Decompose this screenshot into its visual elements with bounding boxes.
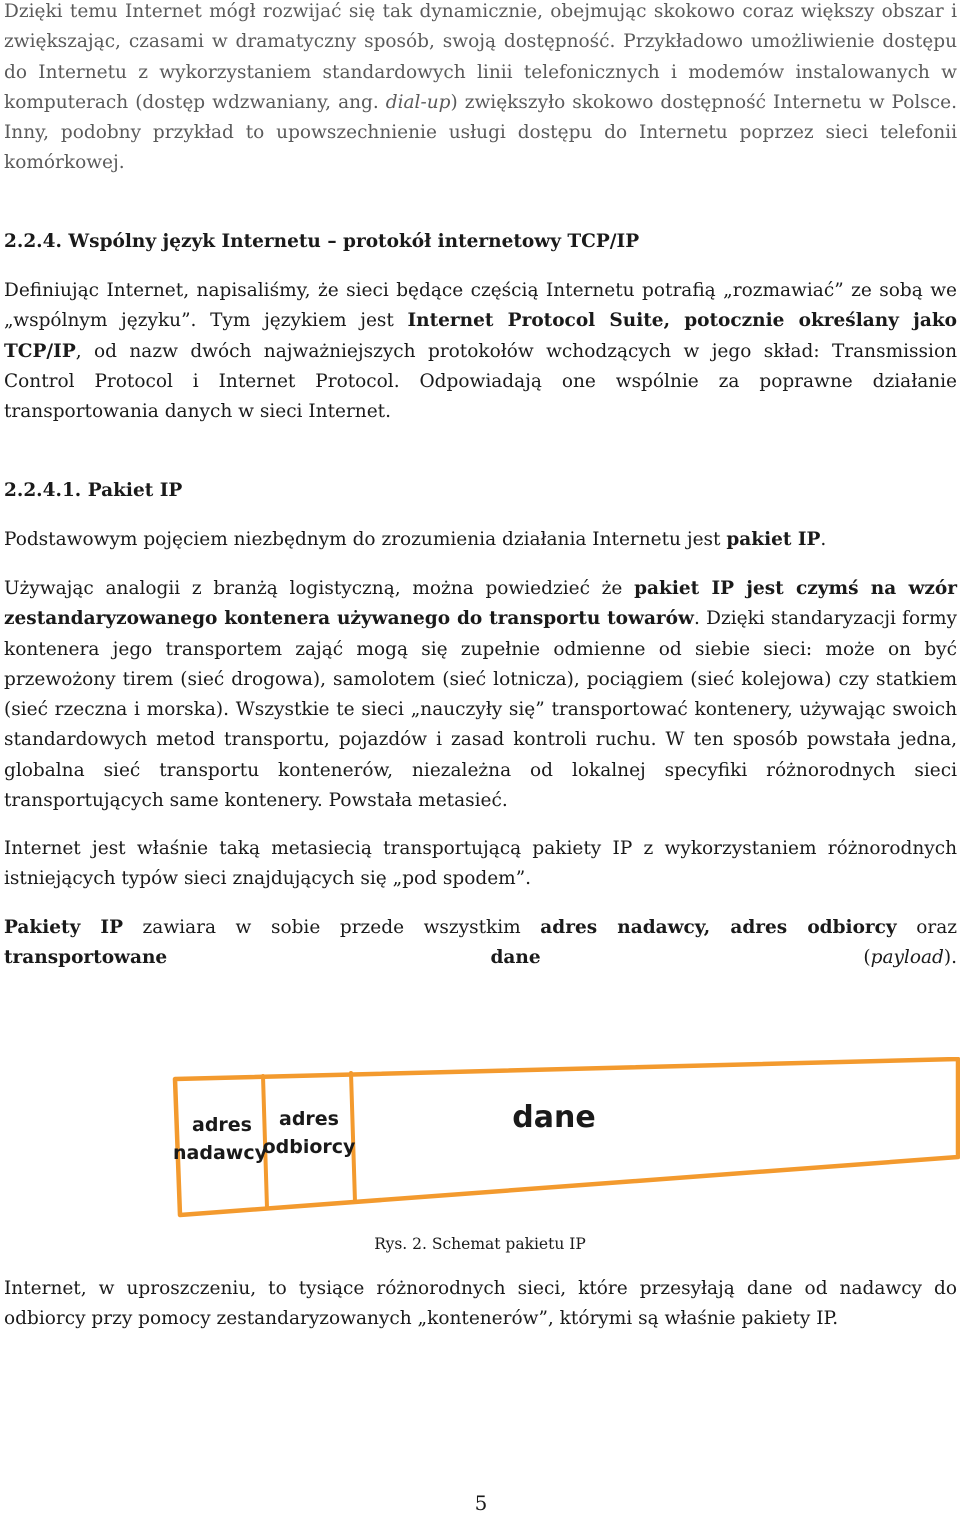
receiver-address-label-line2: odbiorcy (262, 1136, 356, 1158)
packet-contents-text-2: oraz (896, 917, 957, 938)
figure-caption: Rys. 2. Schemat pakietu IP (374, 1235, 586, 1253)
tcpip-text-2: , od nazw dwóch najważniejszych protokołów wchodzących w jego skład: Transmission Control Protocol i Internet Protocol. Odpowiadają one wspólnie za poprawne działanie transportowania danych w sieci Internet. (4, 340, 957, 423)
sender-address-label-line1: adres (192, 1114, 252, 1136)
payload-italic: payload (870, 947, 944, 969)
ip-packet-intro-end: . (820, 529, 827, 550)
ip-packet-term: pakiet IP (726, 529, 821, 550)
data-label: dane (512, 1100, 596, 1135)
addresses-term: adres nadawcy, adres odbiorcy (540, 917, 897, 938)
page-number: 5 (474, 1491, 488, 1515)
metanetwork-paragraph: Internet jest właśnie taką metasiecią transportującą pakiety IP z wykorzystaniem różnorodnych istniejących typów sieci znajdujących się „pod spodem”. (4, 838, 957, 890)
packet-contents-text-1: zawiara w sobie przede wszystkim (123, 917, 541, 938)
intro-sentence-3: Inny, podobny przykład to upowszechnienie usługi dostępu do Internetu poprzez sieci telefonii komórkowej. (4, 122, 957, 174)
container-analogy-paragraph (4, 574, 957, 816)
payload-term: transportowane dane (4, 947, 541, 969)
paren-open: ( (540, 947, 871, 969)
summary-paragraph: Internet, w uproszczeniu, to tysiące różnorodnych sieci, które przesyłają dane od nadawcy do odbiorcy przy pomocy zestandaryzowanych „kontenerów”, którymi są właśnie pakiety IP. (4, 1278, 957, 1330)
tcpip-bold-term: Internet Protocol Suite, potocznie określany jako TCP/IP (4, 310, 957, 362)
section-heading-ip-packet: 2.2.4.1. Pakiet IP (4, 480, 183, 501)
sender-address-label-line2: nadawcy (173, 1142, 267, 1164)
ip-packet-diagram (170, 1057, 960, 1227)
receiver-address-label-line1: adres (279, 1108, 339, 1130)
intro-sentence-2: Przykładowo umożliwienie dostępu do Internetu z wykorzystaniem standardowych linii telefonicznych i modemów instalowanych w komputerach (dostęp wdzwaniany, ang. (4, 31, 958, 113)
intro-sentence-1: Dzięki temu Internet mógł rozwijać się tak dynamicznie, obejmując skokowo coraz większy obszar i zwiększając, czasami w dramatyczny sposób, swoją dostępność. (4, 1, 957, 53)
ip-packet-intro-text: Podstawowym pojęciem niezbędnym do zrozumienia działania Internetu jest (4, 529, 727, 550)
intro-sentence-2-end: ) zwiększyło skokowo dostępność Internetu w Polsce. (450, 91, 957, 113)
tcpip-text-1: Definiując Internet, napisaliśmy, że sieci będące częścią Internetu potrafią „rozmawiać” ze sobą we „wspólnym języku”. Tym językiem jest (4, 280, 957, 332)
packets-term: Pakiety IP (4, 917, 123, 938)
dialup-term: dial-up (385, 91, 451, 113)
tcpip-paragraph (4, 276, 957, 427)
packet-contents-paragraph (4, 913, 957, 974)
analogy-text-1: Używając analogii z branżą logistyczną, można powiedzieć że (4, 578, 635, 599)
analogy-text-2: . Dzięki standaryzacji formy kontenera jego transportem zająć mogą się zupełnie odmienne od siebie sieci: może on być przewożony tirem (sieć drogowa), samolotem (sieć lotnicza), pociągiem (sieć kolejowa) czy statkiem (sieć rzeczna i morska). Wszystkie te sieci „nauczyły się” transportować kontenery, używając swoich standardowych metod transportu, pojazdów i zasad kontroli ruchu. W ten sposób powstała jedna, globalna sieć transportu kontenerów, niezależna od lokalnej specyfiki różnorodnych sieci transportujących same kontenery. Powstała metasieć. (4, 608, 957, 812)
paren-close: ). (943, 947, 957, 969)
intro-paragraph (4, 0, 957, 179)
analogy-bold: pakiet IP jest czymś na wzór zestandaryzowanego kontenera używanego do transportu towarów (4, 578, 958, 630)
section-heading-tcpip: 2.2.4. Wspólny język Internetu – protokół internetowy TCP/IP (4, 231, 640, 252)
ip-packet-intro (4, 525, 957, 555)
